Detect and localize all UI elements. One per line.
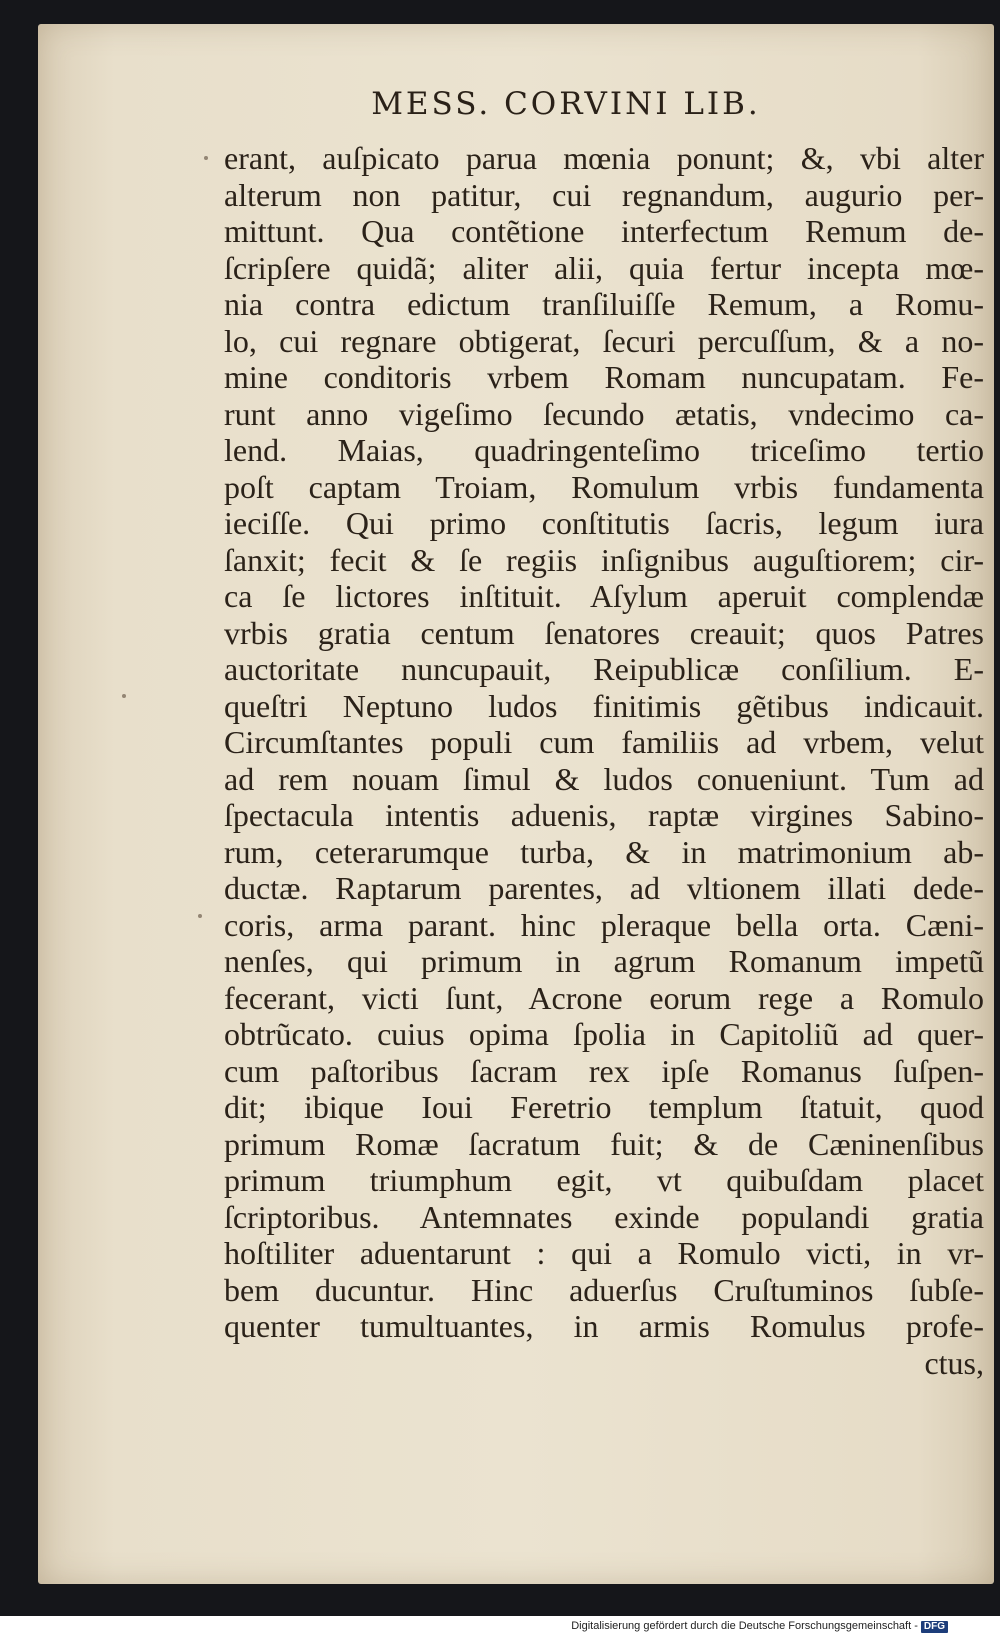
running-head: MESS. CORVINI LIB. — [371, 86, 761, 122]
text-line: mine conditoris vrbem Romam nuncupatam. Fe- — [224, 359, 984, 395]
text-line: cum paſtoribus ſacram rex ipſe Romanus ſuſpen- — [224, 1052, 984, 1089]
ink-speck — [204, 156, 208, 160]
text-line: ieciſſe. Qui primo conſtitutis ſacris, legum iura — [224, 505, 984, 541]
credit-text: Digitalisierung gefördert durch die Deutsche Forschungsgemeinschaft - — [571, 1620, 918, 1632]
text-line: ſcriptoribus. Antemnates exinde populandi gratia — [224, 1198, 984, 1235]
text-line: runt anno vigeſimo ſecundo ætatis, vndecimo ca- — [224, 395, 984, 432]
dfg-logo: DFG — [921, 1621, 948, 1633]
text-line: rum, ceterarumque turba, & in matrimonium ab- — [224, 833, 984, 870]
text-line: mittunt. Qua contẽtione interfectum Remum de- — [224, 213, 984, 249]
text-line: ductæ. Raptarum parentes, ad vltionem illati dede- — [224, 870, 984, 906]
text-line: dit; ibique Ioui Feretrio templum ſtatuit, quod — [224, 1089, 984, 1125]
text-line: hoſtiliter aduentarunt : qui a Romulo victi, in vr- — [224, 1235, 984, 1271]
text-line: coris, arma parant. hinc pleraque bella orta. Cæni- — [224, 906, 984, 943]
text-line: vrbis gratia centum ſenatores creauit; quos Patres — [224, 614, 984, 651]
text-line: ca ſe lictores inſtituit. Aſylum aperuit complendæ — [224, 578, 984, 614]
text-line: ſanxit; fecit & ſe regiis inſignibus auguſtiorem; cir- — [224, 541, 984, 578]
text-line: nenſes, qui primum in agrum Romanum impetũ — [224, 943, 984, 979]
body-text — [224, 140, 984, 1381]
text-line: ſpectacula intentis aduenis, raptæ virgines Sabino- — [224, 797, 984, 833]
text-line: Circumſtantes populi cum familiis ad vrbem, velut — [224, 724, 984, 760]
text-line: ctus, — [924, 1344, 984, 1381]
text-line: auctoritate nuncupauit, Reipublicæ conſilium. E- — [224, 651, 984, 687]
text-line: lend. Maias, quadringenteſimo triceſimo tertio — [224, 432, 984, 468]
text-line: erant, auſpicato parua mœnia ponunt; &, vbi alter — [224, 140, 984, 176]
text-line: nia contra edictum tranſiluiſſe Remum, a Romu- — [224, 286, 984, 322]
text-line: primum Romæ ſacratum fuit; & de Cæninenſibus — [224, 1125, 984, 1162]
text-line: lo, cui regnare obtigerat, ſecuri percuſſum, & a no- — [224, 322, 984, 359]
text-line: quenter tumultuantes, in armis Romulus profe- — [224, 1308, 984, 1344]
text-line: ſcripſere quidã; aliter alii, quia fertur incepta mœ- — [224, 249, 984, 286]
digitization-credit — [571, 1620, 948, 1633]
text-line: primum triumphum egit, vt quibuſdam placet — [224, 1162, 984, 1198]
text-line: alterum non patitur, cui regnandum, augurio per- — [224, 176, 984, 213]
ink-speck — [198, 914, 202, 918]
text-line: ad rem nouam ſimul & ludos conueniunt. Tum ad — [224, 760, 984, 797]
text-line: queſtri Neptuno ludos finitimis gẽtibus indicauit. — [224, 687, 984, 724]
text-line: obtrũcato. cuius opima ſpolia in Capitoliũ ad quer- — [224, 1016, 984, 1052]
text-line: fecerant, victi ſunt, Acrone eorum rege a Romulo — [224, 979, 984, 1016]
book-page — [38, 24, 994, 1584]
ink-speck — [122, 694, 126, 698]
text-line: poſt captam Troiam, Romulum vrbis fundamenta — [224, 468, 984, 505]
page-content — [38, 24, 994, 1584]
text-line: bem ducuntur. Hinc aduerſus Cruſtuminos ſubſe- — [224, 1271, 984, 1308]
